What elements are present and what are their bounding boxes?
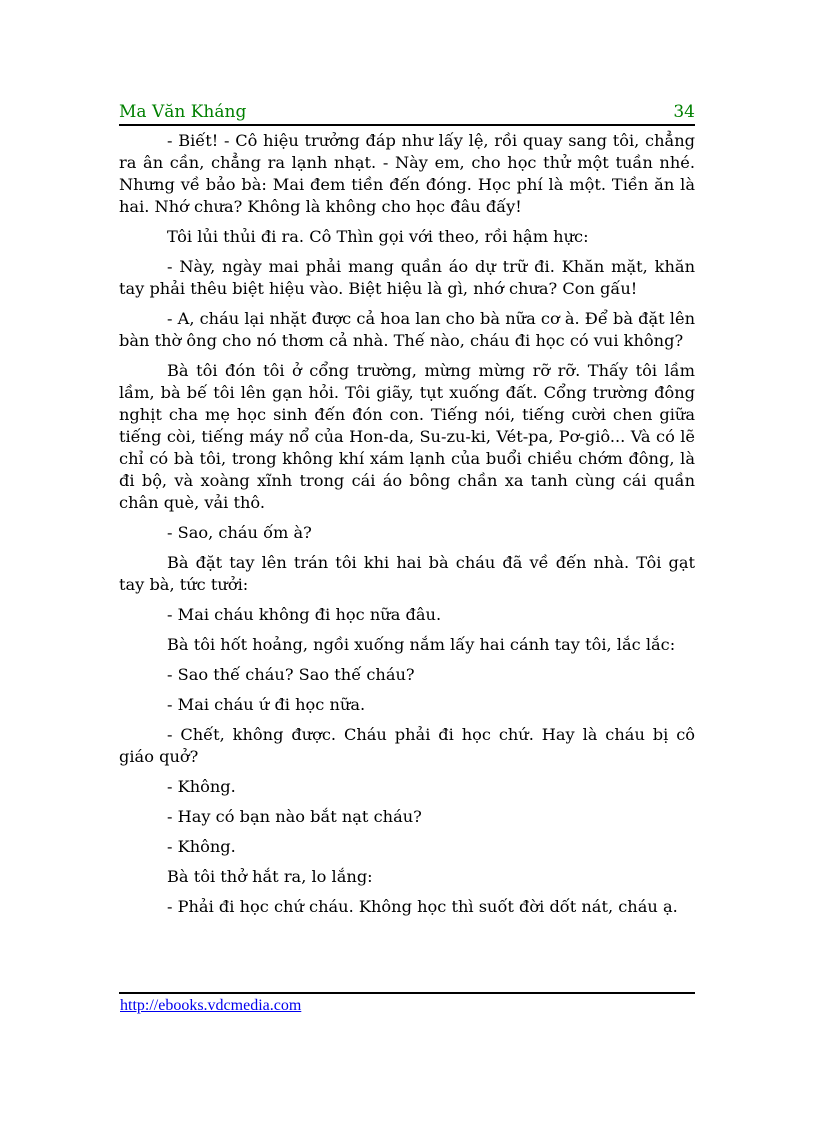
footer-url-link[interactable]: http://ebooks.vdcmedia.com xyxy=(120,997,302,1014)
paragraph: - Không. xyxy=(167,777,236,796)
paragraph: Bà đặt tay lên trán tôi khi hai bà cháu đã về đến nhà. Tôi gạt tay bà, tức tưởi: xyxy=(119,553,695,594)
paragraph: - Phải đi học chứ cháu. Không học thì suốt đời dốt nát, cháu ạ. xyxy=(167,897,678,916)
footer-divider xyxy=(119,992,695,994)
paragraph: - Chết, không được. Cháu phải đi học chứ. Hay là cháu bị cô giáo quở? xyxy=(119,725,695,766)
page-header xyxy=(119,100,695,126)
paragraph: - Không. xyxy=(167,837,236,856)
paragraph: Bà tôi thở hắt ra, lo lắng: xyxy=(167,867,373,886)
paragraph: Tôi lủi thủi đi ra. Cô Thìn gọi với theo, rồi hậm hực: xyxy=(167,227,589,246)
paragraph: - Mai cháu ứ đi học nữa. xyxy=(167,695,366,714)
story-text xyxy=(119,130,695,926)
paragraph: - Biết! - Cô hiệu trưởng đáp như lấy lệ, rồi quay sang tôi, chẳng ra ân cần, chẳng ra lạnh nhạt. - Này em, cho học thử một tuần nhé. Nhưng về bảo bà: Mai đem tiền đến đóng. Học phí là một. Tiền ăn là hai. Nhớ chưa? Không là không cho học đâu đấy! xyxy=(119,131,695,216)
paragraph: Bà tôi đón tôi ở cổng trường, mừng mừng rỡ rỡ. Thấy tôi lầm lầm, bà bế tôi lên gạn hỏi. Tôi giãy, tụt xuống đất. Cổng trường đông nghịt cha mẹ học sinh đến đón con. Tiếng nói, tiếng cười chen giữa tiếng còi, tiếng máy nổ của Hon-da, Su-zu-ki, Vét-pa, Pơ-giô... Và có lẽ chỉ có bà tôi, trong không khí xám lạnh của buổi chiều chớm đông, là đi bộ, và xoàng xĩnh trong cái áo bông chần xa tanh cùng cái quần chân què, vải thô. xyxy=(119,361,695,512)
paragraph: Bà tôi hốt hoảng, ngồi xuống nắm lấy hai cánh tay tôi, lắc lắc: xyxy=(167,635,676,654)
paragraph: - Hay có bạn nào bắt nạt cháu? xyxy=(167,807,422,826)
page-number: 34 xyxy=(673,102,695,122)
paragraph: - Mai cháu không đi học nữa đâu. xyxy=(167,605,442,624)
paragraph: - Sao thế cháu? Sao thế cháu? xyxy=(167,665,415,684)
paragraph: - A, cháu lại nhặt được cả hoa lan cho bà nữa cơ à. Để bà đặt lên bàn thờ ông cho nó thơm cả nhà. Thế nào, cháu đi học có vui không? xyxy=(119,309,695,350)
paragraph: - Sao, cháu ốm à? xyxy=(167,523,312,542)
paragraph: - Này, ngày mai phải mang quần áo dự trữ đi. Khăn mặt, khăn tay phải thêu biệt hiệu vào. Biệt hiệu là gì, nhớ chưa? Con gấu! xyxy=(119,257,695,298)
author-title: Ma Văn Kháng xyxy=(119,102,247,122)
